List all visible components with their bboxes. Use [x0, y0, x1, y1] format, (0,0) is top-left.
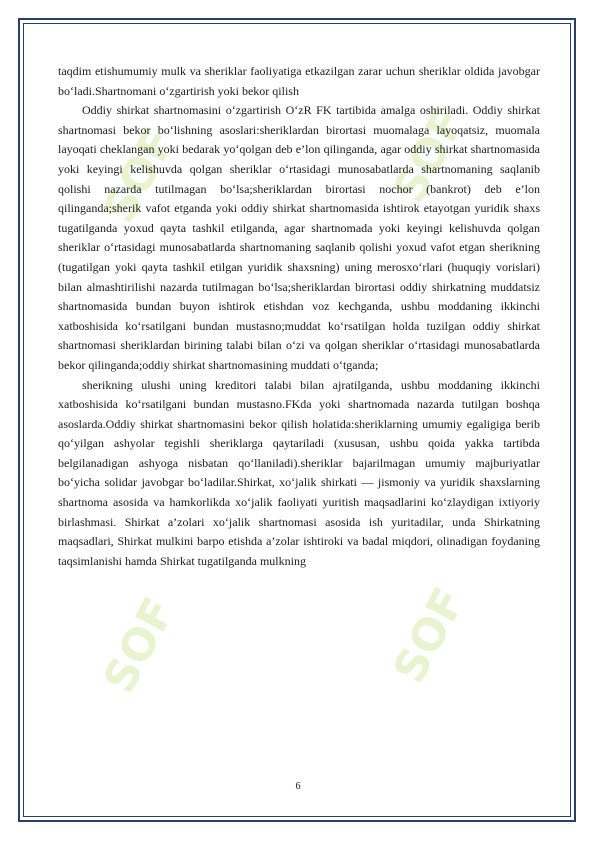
document-body	[58, 62, 540, 571]
watermark-text: SOF	[383, 99, 476, 212]
paragraph: taqdim etishumumiy mulk va sheriklar faoliyatiga etkazilgan zarar uchun sheriklar oldida javobgar bo‘ladi.Shartnomani o‘zgartirish yoki bekor qilish	[58, 64, 540, 98]
watermark-text: SOF	[93, 119, 186, 232]
watermark-text: SOF	[93, 589, 186, 702]
paragraph: sherikning ulushi uning kreditori talabi bilan ajratilganda, ushbu moddaning ikkinchi xatboshisida ko‘rsatilgani bundan mustasno.FKda yoki shartnomada nazarda tutilgan boshqa asoslarda.Oddiy shirkat shartnomasini bekor qilish holatida:sheriklarning umumiy egaligiga berib qo‘yilgan ashyolar tegishli sheriklarga qaytariladi (xususan, ushbu qoida yakka tartibda belgilanadigan ashyoga nisbatan qo‘llaniladi).sheriklar bajarilmagan umumiy majburiyatlar bo‘yicha solidar javobgar bo‘ladilar.Shirkat, xo‘jalik shirkati — jismoniy va yuridik shaxslarning shartnoma asosida va hamkorlikda xo‘jalik faoliyati yuritish maqsadlarini ko‘zlaydigan ixtiyoriy birlashmasi. Shirkat a’zolari xo‘jalik shartnomasi asosida ish yuritadilar, unda Shirkatning maqsadlari, Shirkat mulkini barpo etishda a’zolar ishtiroki va badal miqdori, olinadigan foydaning taqsimlanishi hamda Shirkat tugatilganda mulkning	[58, 377, 540, 568]
paragraph: Oddiy shirkat shartnomasini o‘zgartirish O‘zR FK tartibida amalga oshiriladi. Oddiy shirkat shartnomasi bekor bo‘lishning asoslari:sheriklardan birortasi muomalaga layoqatsiz, muomala layoqati cheklangan yoki bedarak yo‘qolgan deb e’lon qilinganda, agar oddiy shirkat shartnomasida yoki keyingi kelishuvda qolgan sheriklar o‘rtasidagi munosabatlarda shartnomaning saqlanib qolishi nazarda tutilmagan bo‘lsa;sheriklardan birortasi nochor (bankrot) deb e’lon qilinganda;sherik vafot etganda yoki oddiy shirkat shartnomasida ishtirok etayotgan yuridik shaxs tugatilganda yoxud qayta tashkil etilganda, agar shartnomada yoki keyingi kelishuvda qolgan sheriklar o‘rtasidagi munosabatlarda shartnomaning saqlanib qolishi yoxud vafot etgan sherikning (tugatilgan yoki qayta tashkil etilgan yuridik shaxsning) uning merosxo‘rlari (huquqiy vorislari) bilan almashtirilishi nazarda tutilmagan bo‘lsa;sheriklardan birortasi oddiy shirkatning muddatsiz shartnomasida bundan buyon ishtirok etishdan voz kechganda, ushbu moddaning ikkinchi xatboshisida ko‘rsatilgani bundan mustasno;muddat ko‘rsatilgan holda tuzilgan oddiy shirkat shartnomasi sheriklardan birining talabi bilan o‘zi va qolgan sheriklar o‘rtasidagi munosabatlarda bekor qilinganda;oddiy shirkat shartnomasining muddati o‘tganda;	[58, 103, 540, 372]
page-number: 6	[295, 781, 301, 792]
watermark-text: SOF	[383, 579, 476, 692]
